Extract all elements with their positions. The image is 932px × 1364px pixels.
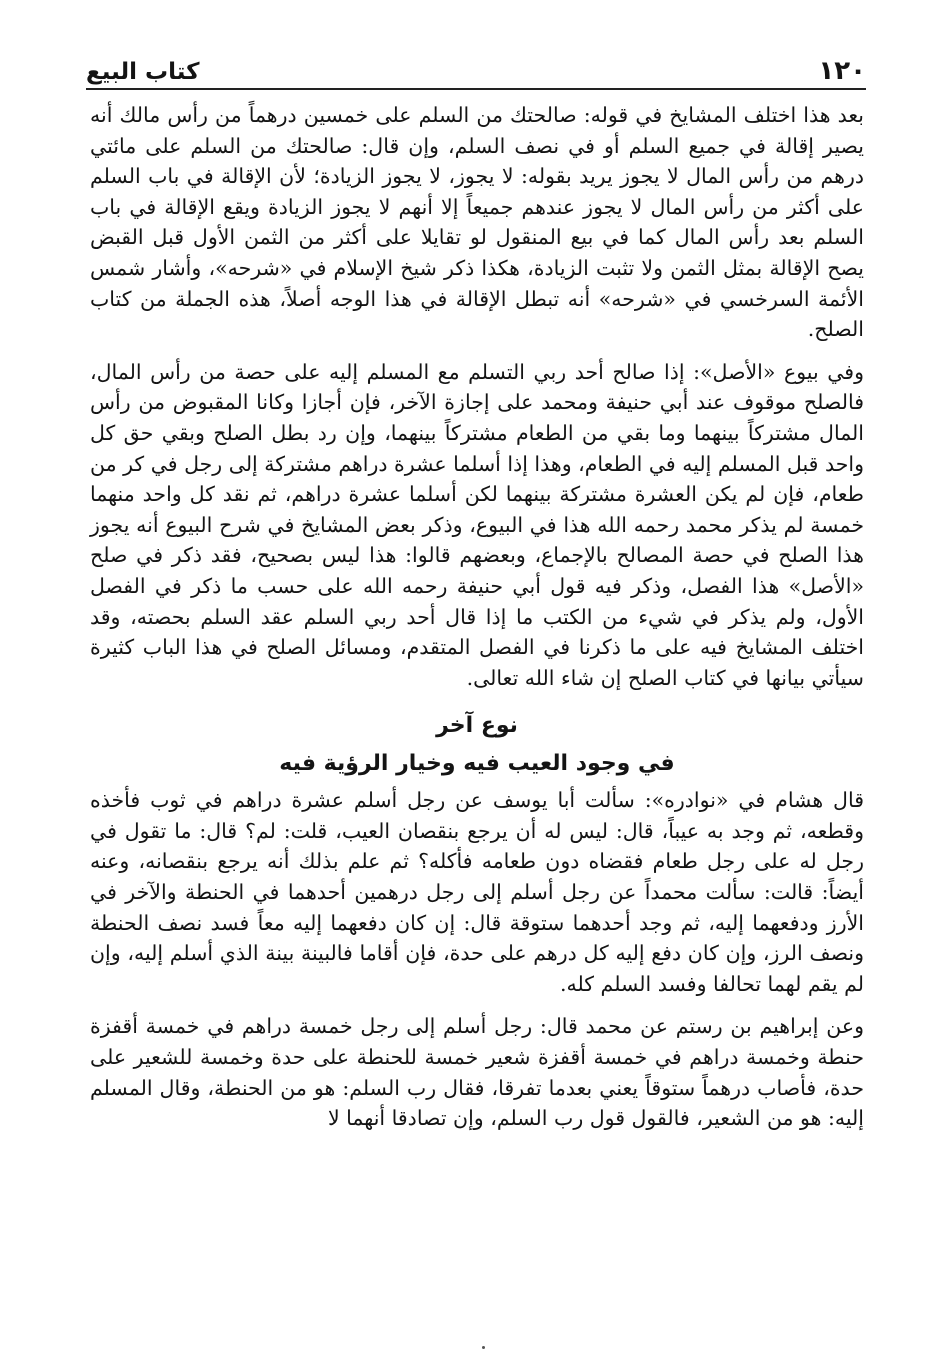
paragraph: قال هشام في «نوادره»: سألت أبا يوسف عن رجل أسلم عشرة دراهم في ثوب فأخذه وقطعه، ثم وجد به عيباً، قال: ليس له أن يرجع بنقصان العيب، قلت: لم؟ قال: ما تقول في رجل له على رجل طعام فقضاه دون طعامه فأكله؟ ثم علم بذلك أنه يرجع بنقصانه، وعنه أيضاً: قالت: سألت محمداً عن رجل أسلم إلى رجل درهمين أحدهما في الحنطة والآخر في الأرز ودفعهما إليه، ثم وجد أحدهما ستوقة قال: إن كان دفعهما إليه معاً فسد نصف الحنطة ونصف الرز، وإن كان دفع إليه كل درهم على حدة، فإن أقاما فالبينة بينة الذي أسلم إليه، وإن لم يقم لهما تحالفا وفسد السلم كله. [90, 788, 864, 996]
paragraph: بعد هذا اختلف المشايخ في قوله: صالحتك من السلم على خمسين درهماً من رأس مالك أنه يصير إقالة في جميع السلم أو في نصف السلم، وإن قال: صالحتك من السلم على مائتي درهم من رأس المال لا يجوز يريد بقوله: لا يجوز، لا يجوز الزيادة؛ لأن الإقالة في باب السلم على أكثر من رأس المال لا يجوز عندهم جميعاً إلا أنهم لا يجوز الزيادة ويقع الإقالة في باب السلم بعد رأس المال كما في بيع المنقول لو تقايلا على أكثر من الثمن الأول قبل القبض يصح الإقالة بمثل الثمن ولا تثبت الزيادة، هكذا ذكر شيخ الإسلام في «شرحه»، وأشار شمس الأئمة السرخسي في «شرحه» أنه تبطل الإقالة في هذا الوجه أصلاً، هذه الجملة من كتاب الصلح. [90, 103, 864, 342]
section-heading: نوع آخر [436, 713, 518, 739]
page-speck [482, 1346, 485, 1349]
header-divider [86, 88, 866, 90]
section-subheading: في وجود العيب فيه وخيار الرؤية فيه [279, 751, 675, 777]
page-number: ١٢٠ [818, 56, 866, 86]
paragraph: وفي بيوع «الأصل»: إذا صالح أحد ربي التسلم مع المسلم إليه على حصة من رأس المال، فالصلح موقوف عند أبي حنيفة ومحمد على إجازة الآخر، فإن أجازا وكانا المقبوض من رأس المال مشتركاً بينهما وما بقي من الطعام مشتركاً بينهما، وإن رد بطل الصلح وبقي حق كل واحد قبل المسلم إليه في الطعام، وهذا إذا أسلما عشرة دراهم مشتركة إلى رجل في كر من طعام، فإن لم يكن العشرة مشتركة بينهما لكن أسلما عشرة دراهم، ثم نقد كل واحد منهما خمسة لم يذكر محمد رحمه الله هذا في البيوع، وذكر بعض المشايخ في شرح البيوع أنه يجوز هذا الصلح في حصة المصالح بالإجماع، وبعضهم قالوا: هذا ليس بصحيح، فقد ذكر في صلح «الأصل» هذا الفصل، وذكر فيه قول أبي حنيفة رحمه الله على حسب ما ذكر في الفصل الأول، ولم يذكر في شيء من الكتب ما إذا قال أحد ربي السلم عقد السلم بحصته، وقد اختلف المشايخ فيه على ما ذكرنا في الفصل المتقدم، ومسائل الصلح في هذا الباب كثيرة سيأتي بيانها في كتاب الصلح إن شاء الله تعالى. [90, 359, 864, 690]
page-body [90, 100, 864, 1134]
running-title: كتاب البيع [86, 59, 200, 85]
paragraph: وعن إبراهيم بن رستم عن محمد قال: رجل أسلم إلى رجل خمسة دراهم في خمسة أقفزة حنطة وخمسة دراهم في خمسة أقفزة شعير خمسة للحنطة على حدة وخمسة للشعير على حدة، فأصاب درهماً ستوقاً يعني بعدما تفرقا، فقال رب السلم: هو من الحنطة، وقال المسلم إليه: هو من الشعير، فالقول قول رب السلم، وإن تصادقا أنهما لا [90, 1014, 864, 1131]
page-header [86, 40, 866, 84]
